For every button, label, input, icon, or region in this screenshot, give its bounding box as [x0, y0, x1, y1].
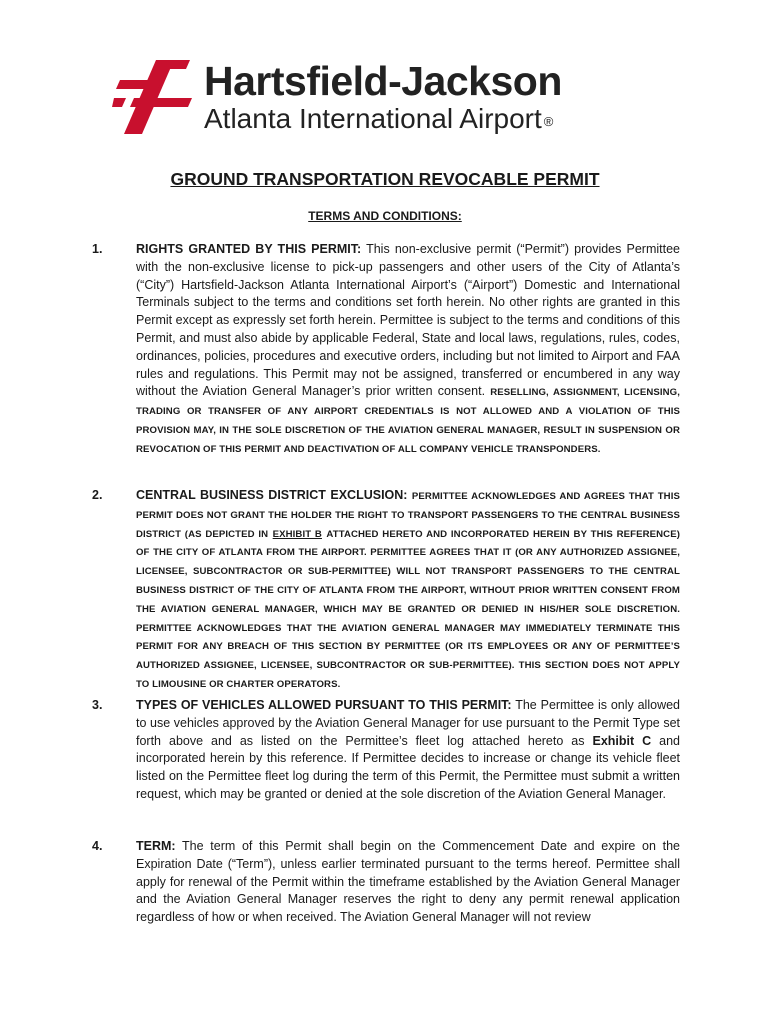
- exhibit-b-reference: EXHIBIT B: [272, 528, 322, 540]
- registered-mark: ®: [543, 114, 554, 129]
- section-text: [136, 241, 680, 459]
- section-heading: RIGHTS GRANTED BY THIS PERMIT:: [136, 242, 362, 256]
- airport-subtitle: [204, 102, 553, 139]
- section-number: 2.: [92, 488, 103, 502]
- section-number: 1.: [92, 242, 103, 256]
- section-body: The term of this Permit shall begin on the Commencement Date and expire on the Expiration Date (“Term”), unless earlier terminated pursuant to the terms hereof. Permittee shall apply for renewal of the Permit within the timeframe established by the Aviation General Manager and the Aviation General Manager reserves the right to deny any permit renewal application regardless of how or when received. The Aviation General Manager will not review: [136, 839, 681, 925]
- section-text: [136, 838, 680, 927]
- section-text: [136, 487, 680, 694]
- section-body-cont: and incorporated herein by this reference. If Permittee decides to increase or change its vehicle fleet listed on the Permittee fleet log during the term of this Permit, the Permittee must submit a written request, which may be granted or denied at the sole discretion of the Aviation General Manager.: [136, 733, 680, 801]
- section-text: [136, 697, 680, 804]
- document-title: GROUND TRANSPORTATION REVOCABLE PERMIT: [170, 169, 600, 189]
- terms-heading: TERMS AND CONDITIONS:: [308, 209, 462, 223]
- section-caps-clause-cont: ATTACHED HERETO AND INCORPORATED HEREIN BY THIS REFERENCE) OF THE CITY OF ATLANTA FROM THE AIRPORT. PERMITTEE AGREES THAT IT (OR ANY AUTHORIZED ASSIGNEE, LICENSEE, SUBCONTRACTOR OR SUB-PERMITTEE) WILL NOT TRANSPORT PASSENGERS TO THE CENTRAL BUSINESS DISTRICT OF THE CITY OF ATLANTA FROM THE AIRPORT, WITHOUT PRIOR WRITTEN CONSENT FROM THE AVIATION GENERAL MANAGER, WHICH MAY BE GRANTED OR DENIED IN HIS/HER SOLE DISCRETION. PERMITTEE ACKNOWLEDGES THAT THE AVIATION GENERAL MANAGER MAY IMMEDIATELY TERMINATE THIS PERMIT FOR ANY BREACH OF THIS SECTION BY PERMITTEE (OR ITS EMPLOYEES OR ANY OF PERMITTEE’S AUTHORIZED ASSIGNEE, LICENSEE, SUBCONTRACTOR OR SUB-PERMITTEE). THIS SECTION DOES NOT APPLY TO LIMOUSINE OR CHARTER OPERATORS.: [136, 528, 680, 690]
- section-heading: TYPES OF VEHICLES ALLOWED PURSUANT TO THIS PERMIT:: [136, 698, 512, 712]
- section-caps-clause: RESELLING, ASSIGNMENT, LICENSING, TRADING OR TRANSFER OF ANY AIRPORT CREDENTIALS IS NOT ALLOWED AND A VIOLATION OF THIS PROVISION MAY, IN THE SOLE DISCRETION OF THE AVIATION GENERAL MANAGER, RESULT IN SUSPENSION OR REVOCATION OF THIS PERMIT AND DEACTIVATION OF ALL COMPANY VEHICLE TRANSPONDERS.: [136, 387, 680, 455]
- section-body: The Permittee is only allowed to use vehicles approved by the Aviation General Manager for use pursuant to the Permit Type set forth above and as listed on the Permittee’s fleet log attached hereto as: [136, 698, 680, 748]
- section-caps-clause: PERMITTEE ACKNOWLEDGES AND AGREES THAT THIS PERMIT DOES NOT GRANT THE HOLDER THE RIGHT TO TRANSPORT PASSENGERS TO THE CENTRAL BUSINESS DISTRICT (AS DEPICTED IN: [136, 491, 680, 540]
- airport-subtitle-text: Atlanta International Airport: [204, 103, 542, 134]
- exhibit-c-reference: Exhibit C: [592, 733, 652, 748]
- section-body: This non-exclusive permit (“Permit”) provides Permittee with the non-exclusive license to pick-up passengers and other users of the City of Atlanta’s (“City”) Hartsfield-Jackson Atlanta International Airport’s (“Airport”) Domestic and International Terminals subject to the terms and conditions set forth herein. No other rights are granted in this Permit except as expressly set forth herein. Permittee is subject to the terms and conditions of this Permit, and must also abide by applicable Federal, State and local laws, regulations, rules, codes, ordinances, policies, procedures and executive orders, including but not limited to Airport and FAA rules and regulations. This Permit may not be assigned, transferred or encumbered in any way without the Aviation General Manager’s prior written consent.: [136, 242, 681, 399]
- section-heading: CENTRAL BUSINESS DISTRICT EXCLUSION:: [136, 488, 408, 502]
- airport-logo: [112, 58, 582, 138]
- section-number: 4.: [92, 839, 103, 853]
- section-number: 3.: [92, 698, 103, 712]
- airport-name: Hartsfield-Jackson: [204, 58, 562, 104]
- section-heading: TERM:: [136, 839, 176, 853]
- airport-logo-mark-icon: [112, 58, 194, 136]
